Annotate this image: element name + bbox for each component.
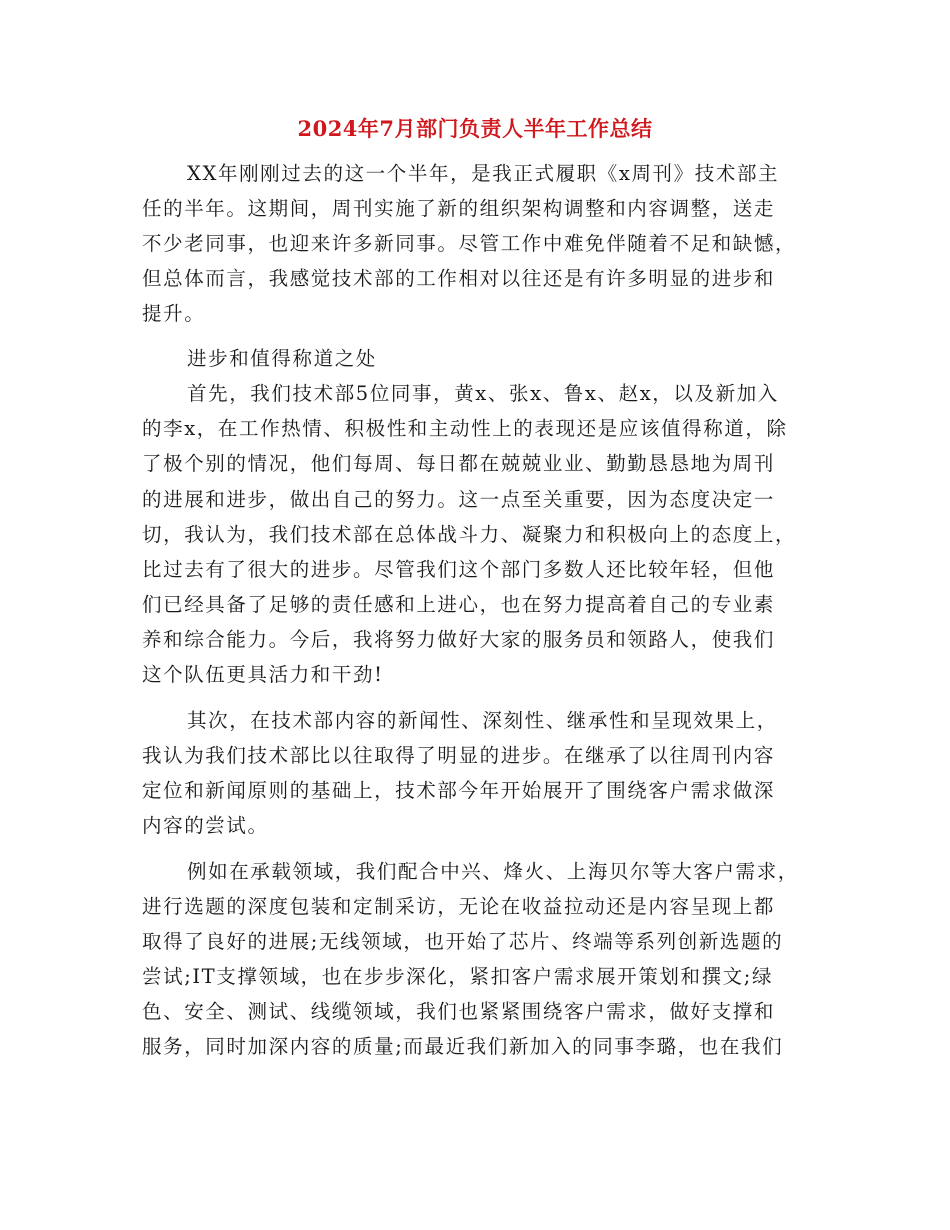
paragraph-line: XX年刚刚过去的这一个半年，是我正式履职《x周刊》技术部主	[187, 162, 780, 185]
paragraph-line: 进行选题的深度包装和定制采访，无论在收益拉动还是内容呈现上都	[142, 895, 776, 918]
paragraph-line: 取得了良好的进展;无线领域，也开始了芯片、终端等系列创新选题的	[142, 930, 784, 953]
paragraph-line: 尝试;IT支撑领域，也在步步深化，紧扣客户需求展开策划和撰文;绿	[142, 965, 774, 988]
paragraph-line: 这个队伍更具活力和干劲!	[142, 663, 384, 686]
paragraph-line: 不少老同事，也迎来许多新同事。尽管工作中难免伴随着不足和缺憾，	[142, 232, 797, 255]
paragraph-line: 们已经具备了足够的责任感和上进心，也在努力提高着自己的专业素	[142, 593, 776, 616]
paragraph-line: 内容的尝试。	[142, 814, 269, 837]
paragraph-line: 定位和新闻原则的基础上，技术部今年开始展开了围绕客户需求做深	[142, 779, 776, 802]
paragraph-line: 首先，我们技术部5位同事，黄x、张x、鲁x、赵x，以及新加入	[187, 382, 779, 405]
section-heading: 进步和值得称道之处	[187, 347, 377, 370]
paragraph-line: 任的半年。这期间，周刊实施了新的组织架构调整和内容调整，送走	[142, 197, 776, 220]
document-title: 2024年7月部门负责人半年工作总结	[297, 116, 653, 141]
paragraph-line: 的进展和进步，做出自己的努力。这一点至关重要，因为态度决定一	[142, 488, 776, 511]
paragraph-line: 例如在承载领域，我们配合中兴、烽火、上海贝尔等大客户需求，	[187, 860, 799, 883]
paragraph-line: 但总体而言，我感觉技术部的工作相对以往还是有许多明显的进步和	[142, 267, 776, 290]
paragraph-line: 色、安全、测试、线缆领域，我们也紧紧围绕客户需求，做好支撑和	[142, 1000, 776, 1023]
paragraph-line: 服务，同时加深内容的质量;而最近我们新加入的同事李璐，也在我们	[142, 1035, 784, 1058]
paragraph-line: 其次，在技术部内容的新闻性、深刻性、继承性和呈现效果上，	[187, 709, 778, 732]
paragraph-line: 的李x，在工作热情、积极性和主动性上的表现还是应该值得称道，除	[142, 417, 788, 440]
paragraph-line: 比过去有了很大的进步。尽管我们这个部门多数人还比较年轻，但他	[142, 558, 776, 581]
paragraph-line: 了极个别的情况，他们每周、每日都在兢兢业业、勤勤恳恳地为周刊	[142, 452, 776, 475]
paragraph-line: 养和综合能力。今后，我将努力做好大家的服务员和领路人，使我们	[142, 628, 776, 651]
paragraph-line: 提升。	[142, 302, 206, 325]
paragraph-line: 切，我认为，我们技术部在总体战斗力、凝聚力和积极向上的态度上，	[142, 523, 797, 546]
paragraph-line: 我认为我们技术部比以往取得了明显的进步。在继承了以往周刊内容	[142, 744, 776, 767]
